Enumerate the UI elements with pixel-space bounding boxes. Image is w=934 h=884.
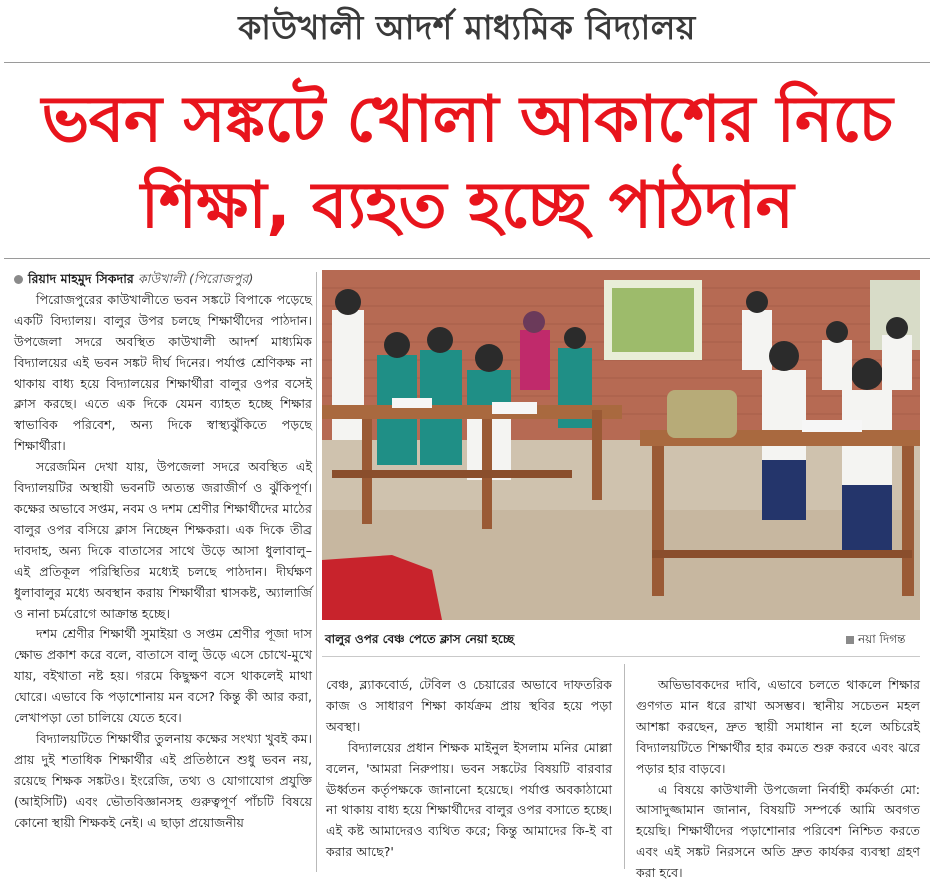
kicker-school-name: কাউখালী আদর্শ মাধ্যমিক বিদ্যালয় [238,8,696,47]
column-1 [14,269,312,833]
news-photo [322,270,920,620]
bullet-icon [14,275,23,284]
photo-caption: বালুর ওপর বেঞ্চ পেতে ক্লাস নেয়া হচ্ছে [325,632,515,646]
kicker-rule [4,62,930,63]
byline-location: কাউখালী (পিরোজপুর) [137,271,254,286]
byline-author: রিয়াদ মাহমুদ সিকদার [28,271,134,286]
byline [14,269,312,290]
classroom-photo-illustration [322,270,920,620]
column-1-paragraph: সরেজমিন দেখা যায়, উপজেলা সদরে অবস্থিত এই বিদ্যালয়টির অস্থায়ী ভবনটি অত্যন্ত জরাজীর্ণ ও ঝুঁকিপূর্ণ। কক্ষের অভাবে সপ্তম, নবম ও দশম শ্রেণীর শিক্ষার্থীদের মাঠের বালুর ওপর বসিয়ে ক্লাস নিচ্ছেন শিক্ষকরা। এক দিকে তীব্র দাবদাহ, অন্য দিকে বাতাসের সাথে উড়ে আসা ধুলাবালু– এই প্রতিকূল পরিস্থিতির মধ্যেই চলছে পাঠদান। দীর্ঘক্ষণ ধুলাবালুর মধ্যে অবস্থান করায় শিক্ষার্থীরা শ্বাসকষ্ট, অ্যালার্জি ও নানা চর্মরোগে আক্রান্ত হচ্ছে। [14,459,312,621]
photo-caption-rule [322,656,920,657]
column-3-paragraph: অভিভাবকদের দাবি, এভাবে চলতে থাকলে শিক্ষার গুণগত মান ধরে রাখা অসম্ভব। স্থানীয় সচেতন মহল আশঙ্কা করছেন, দ্রুত স্থায়ী সমাধান না হলে অচিরেই বিদ্যালয়টিতে শিক্ষার্থীর হার কমতে শুরু করবে এবং ঝরে পড়ার হার বাড়বে। [636,677,920,776]
school-bag [667,390,737,438]
column-3 [636,675,920,884]
photo-credit [846,631,905,651]
column-divider [316,272,317,872]
column-1-paragraph: বিদ্যালয়টিতে শিক্ষার্থীর তুলনায় কক্ষের সংখ্যা খুবই কম। প্রায় দুই শতাধিক শিক্ষার্থীর এই প্রতিষ্ঠানে শুধু ভবন নয়, রয়েছে শিক্ষক সঙ্কটও। ইংরেজি, তথ্য ও যোগাযোগ প্রযুক্তি (আইসিটি) এবং ভৌতবিজ্ঞানসহ গুরুত্বপূর্ণ পাঁচটি বিষয়ে কোনো স্থায়ী শিক্ষকই নেই। এ ছাড়া প্রয়োজনীয় [14,730,312,830]
column-3-paragraph: এ বিষয়ে কাউখালী উপজেলা নির্বাহী কর্মকর্তা মো: আসাদুজ্জামান জানান, বিষয়টি সম্পর্কে আমি অবগত হয়েছি। শিক্ষার্থীদের পড়াশোনার পরিবেশ নিশ্চিত করতে এবং এই সঙ্কট নিরসনে অতি দ্রুত কার্যকর ব্যবস্থা গ্রহণ করা হবে। [636,781,920,881]
column-2-paragraph: বিদ্যালয়ের প্রধান শিক্ষক মাইনুল ইসলাম মনির মোল্লা বলেন, 'আমরা নিরুপায়। ভবন সঙ্কটের বিষয়টি বারবার ঊর্ধ্বতন কর্তৃপক্ষকে জানানো হয়েছে। পর্যাপ্ত অবকাঠামো না থাকায় বাধ্য হয়ে শিক্ষার্থীদের বালুর ওপর বসাতে হচ্ছে। এই কষ্ট আমাদেরও ব্যথিত করে; কিন্তু আমাদের কি-ই বা করার আছে?' [326,739,612,860]
column-2 [326,675,612,863]
column-divider [624,664,625,869]
credit-square-icon [846,636,854,644]
headline-rule [4,258,930,259]
photo-credit-text: নয়া দিগন্ত [858,632,906,646]
headline-line-1: ভবন সঙ্কটে খোলা আকাশের নিচে [41,83,893,157]
column-1-paragraph: পিরোজপুরের কাউখালীতে ভবন সঙ্কটে বিপাকে পড়েছে একটি বিদ্যালয়। বালুর উপর চলছে শিক্ষার্থীদের পাঠদান। উপজেলা সদরে অবস্থিত কাউখালী আদর্শ মাধ্যমিক বিদ্যালয়ের এই ভবন সঙ্কট দীর্ঘ দিনের। পর্যাপ্ত শ্রেণিকক্ষ না থাকায় বাধ্য হয়ে বিদ্যালয়ের শিক্ষার্থীরা বালুর ওপর বসেই ক্লাস করছে। এতে এক দিকে যেমন ব্যাহত হচ্ছে শিক্ষার স্বাভাবিক পরিবেশ, অন্য দিকে স্বাস্থ্যঝুঁকিতে পড়ছে শিক্ষার্থীরা। [14,291,312,454]
column-1-paragraph: দশম শ্রেণীর শিক্ষার্থী সুমাইয়া ও সপ্তম শ্রেণীর পূজা দাস ক্ষোভ প্রকাশ করে বলে, বাতাসে বালু উড়ে এসে চোখে-মুখে যায়, বইখাতা নষ্ট হয়। গরমে কিছুক্ষণ বসে থাকলেই মাথা ঘোরে। এভাবে কি পড়াশোনায় মন বসে? কিন্তু কী আর করা, লেখাপড়া তো চালিয়ে যেতে হবে। [14,626,312,726]
headline-line-2: শিক্ষা, ব্যহত হচ্ছে পাঠদান [140,169,794,243]
column-2-paragraph: বেঞ্চ, ব্ল্যাকবোর্ড, টেবিল ও চেয়ারের অভাবে দাফতরিক কাজ ও সাধারণ শিক্ষা কার্যক্রম প্রায় স্থবির হয়ে পড়া অবস্থা। [326,677,612,734]
